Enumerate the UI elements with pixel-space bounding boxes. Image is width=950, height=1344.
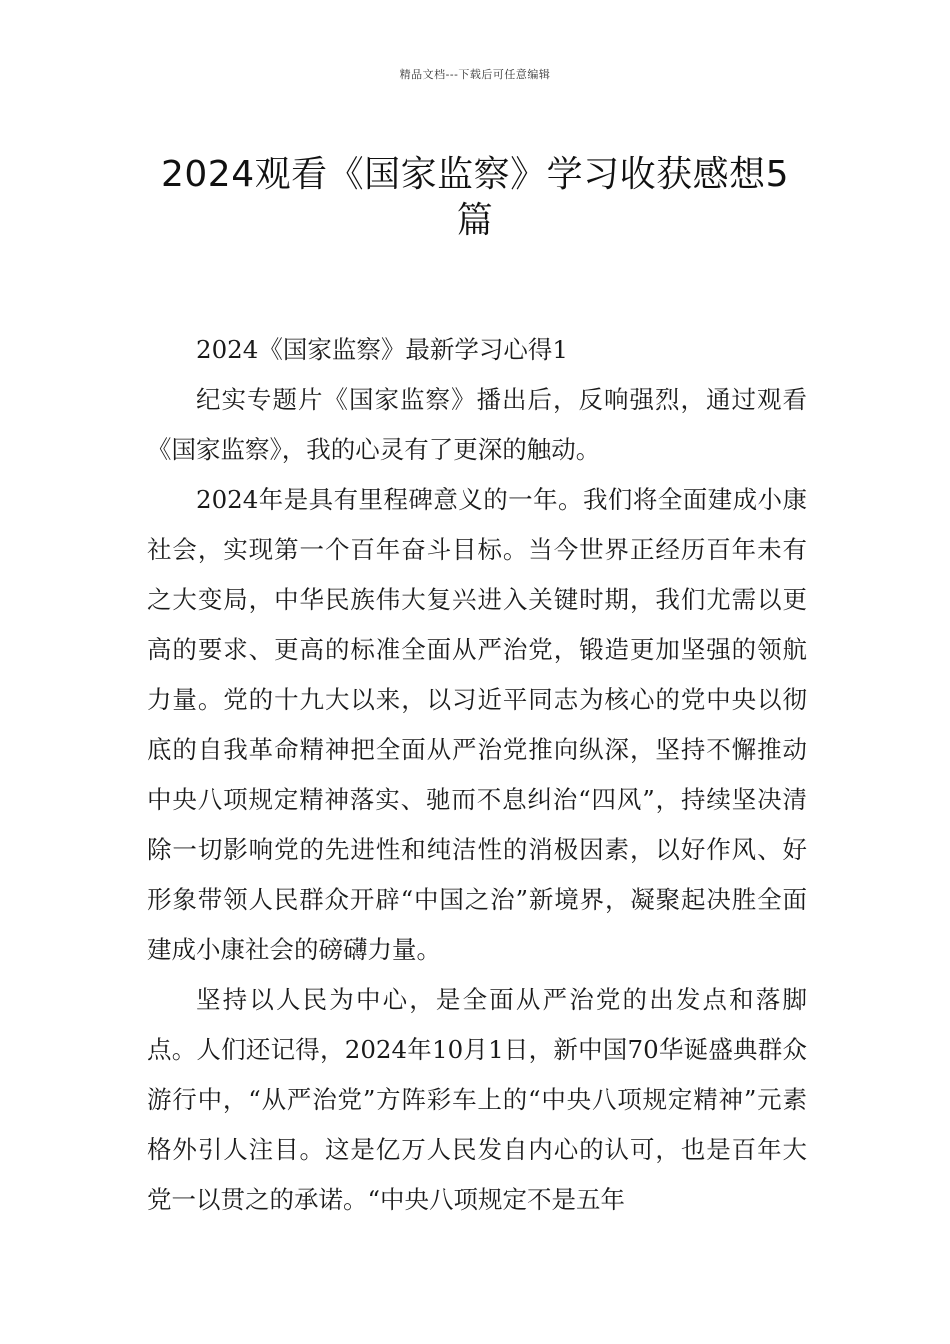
paragraph-1: 纪实专题片《国家监察》播出后，反响强烈，通过观看《国家监察》，我的心灵有了更深的触动。 — [147, 385, 807, 464]
title-line-1: 2024观看《国家监察》学习收获感想5 — [160, 154, 790, 196]
title-line-2: 篇 — [456, 200, 494, 242]
header-note: 精品文档---下载后可任意编辑 — [399, 68, 551, 81]
paragraph-3: 坚持以人民为中心，是全面从严治党的出发点和落脚点。人们还记得，2024年10月1日，新中国70华诞盛典群众游行中，“从严治党”方阵彩车上的“中央八项规定精神”元素格外引人注目。这是亿万人民发自内心的认可，也是百年大党一以贯之的承诺。“中央八项规定不是五年 — [147, 985, 807, 1214]
document-body — [147, 325, 807, 1225]
subheading: 2024《国家监察》最新学习心得1 — [196, 335, 568, 364]
document-title — [130, 152, 820, 244]
paragraph-2: 2024年是具有里程碑意义的一年。我们将全面建成小康社会，实现第一个百年奋斗目标。当今世界正经历百年未有之大变局，中华民族伟大复兴进入关键时期，我们尤需以更高的要求、更高的标准全面从严治党，锻造更加坚强的领航力量。党的十九大以来，以习近平同志为核心的党中央以彻底的自我革命精神把全面从严治党推向纵深，坚持不懈推动中央八项规定精神落实、驰而不息纠治“四风”，持续坚决清除一切影响党的先进性和纯洁性的消极因素，以好作风、好形象带领人民群众开辟“中国之治”新境界，凝聚起决胜全面建成小康社会的磅礴力量。 — [147, 485, 807, 964]
